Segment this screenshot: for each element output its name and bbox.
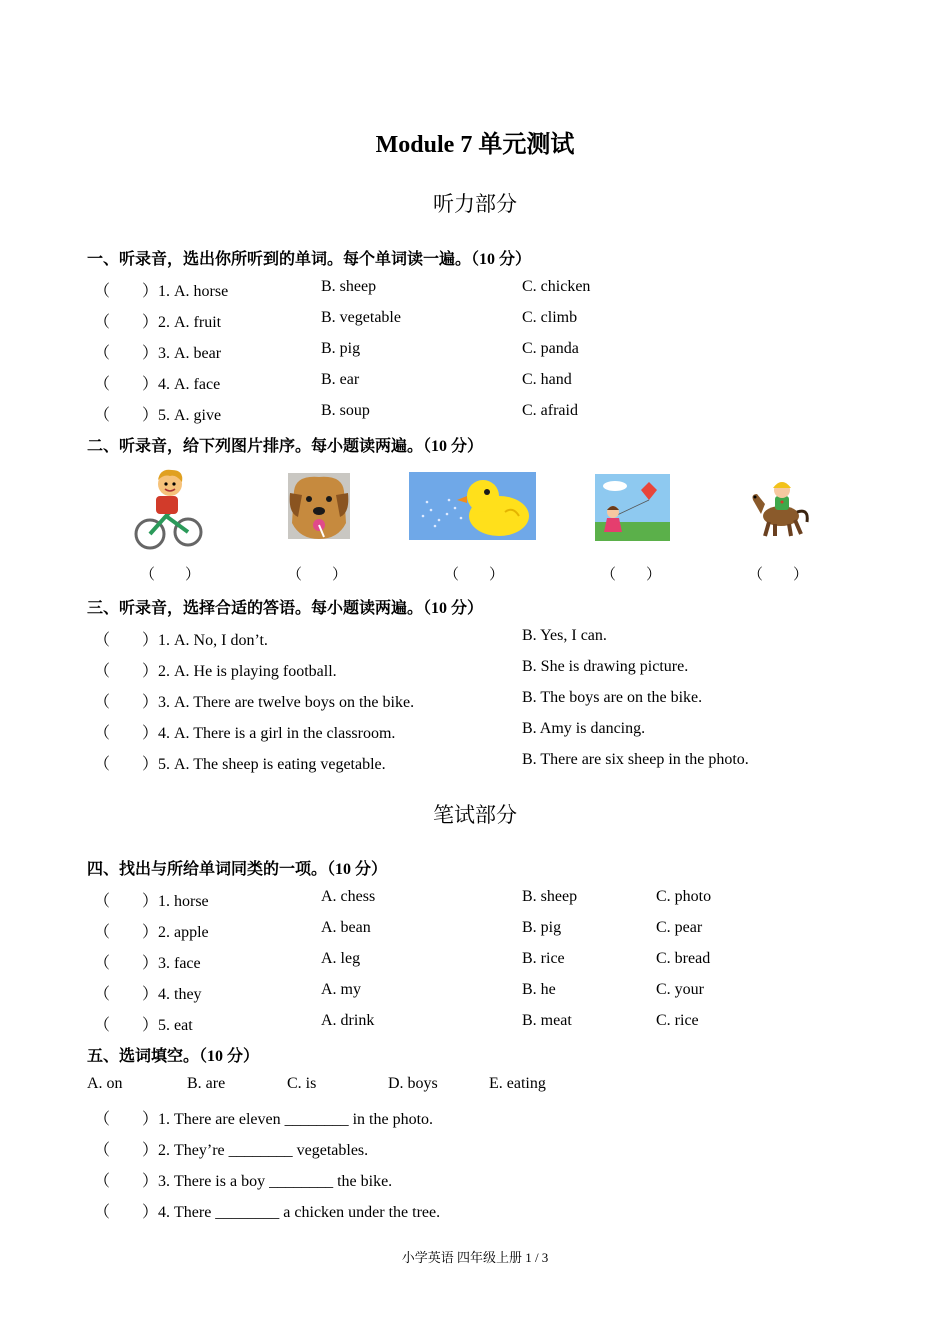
s3-q1-b: B. Yes, I can.	[522, 627, 607, 644]
page-title: Module 7 单元测试	[375, 132, 575, 158]
s4-q4-c: C. your	[656, 981, 704, 998]
s3-q3-b: B. The boys are on the bike.	[522, 689, 703, 706]
s4-q2-b: B. pig	[522, 919, 562, 936]
section-3-heading: 三、听录音，选择合适的答语。每小题读两遍。（10 分）	[87, 600, 484, 617]
s4-q3-b: B. rice	[522, 950, 565, 967]
s5-q2: （ ）2. They’re ________ vegetables.	[94, 1142, 369, 1159]
section-4-heading: 四、找出与所给单词同类的一项。（10 分）	[87, 861, 388, 878]
s5-q4: （ ）4. There ________ a chicken under the tree.	[94, 1204, 441, 1221]
s1-q5-c: C. afraid	[522, 402, 578, 419]
s1-q2-b: B. vegetable	[321, 309, 401, 326]
s4-q5-c: C. rice	[656, 1012, 699, 1029]
dog-with-lollipop-picture	[288, 473, 350, 539]
s3-q5-b: B. There are six sheep in the photo.	[522, 751, 749, 768]
s4-q4-a: A. my	[321, 981, 361, 998]
s1-q3-b: B. pig	[321, 340, 361, 357]
s1-q4-b: B. ear	[321, 371, 360, 388]
s4-q5-a: A. drink	[321, 1012, 375, 1029]
word-option-c: C. is	[287, 1075, 317, 1092]
s4-q3-a: A. leg	[321, 950, 361, 967]
word-option-e: E. eating	[489, 1075, 546, 1092]
s1-q1-c: C. chicken	[522, 278, 591, 295]
s4-q3-c: C. bread	[656, 950, 711, 967]
s1-q4-c: C. hand	[522, 371, 572, 388]
s3-q2-b: B. She is drawing picture.	[522, 658, 689, 675]
s1-q5-b: B. soup	[321, 402, 370, 419]
listening-heading: 听力部分	[433, 192, 517, 216]
picture-5-bracket: （ ）	[748, 567, 809, 583]
picture-1-bracket: （ ）	[140, 567, 201, 583]
section-2-heading: 二、听录音，给下列图片排序。每小题读两遍。（10 分）	[87, 438, 484, 455]
s4-q4-b: B. he	[522, 981, 556, 998]
s4-q5: （ ）5. eat	[94, 1017, 193, 1034]
picture-2-bracket: （ ）	[287, 567, 348, 583]
s4-q5-b: B. meat	[522, 1012, 572, 1029]
page-footer: 小学英语 四年级上册 1 / 3	[401, 1250, 549, 1265]
s3-q5: （ ）5. A. The sheep is eating vegetable.	[94, 756, 386, 773]
word-option-d: D. boys	[388, 1075, 438, 1092]
s5-q1: （ ）1. There are eleven ________ in the photo.	[94, 1111, 434, 1128]
s1-q2-c: C. climb	[522, 309, 578, 326]
boy-on-bicycle-picture	[130, 466, 206, 552]
s3-q2: （ ）2. A. He is playing football.	[94, 663, 337, 680]
s4-q2-a: A. bean	[321, 919, 371, 936]
s1-q5: （ ）5. A. give	[94, 407, 222, 424]
s1-q2: （ ）2. A. fruit	[94, 314, 222, 331]
girl-flying-kite-picture	[595, 474, 670, 541]
section-5-heading: 五、选词填空。（10 分）	[87, 1048, 260, 1065]
s5-q3: （ ）3. There is a boy ________ the bike.	[94, 1173, 393, 1190]
s3-q4-b: B. Amy is dancing.	[522, 720, 646, 737]
s1-q3-c: C. panda	[522, 340, 579, 357]
s3-q1: （ ）1. A. No, I don’t.	[94, 632, 268, 649]
s4-q1-a: A. chess	[321, 888, 376, 905]
s4-q4: （ ）4. they	[94, 986, 202, 1003]
s1-q1-b: B. sheep	[321, 278, 377, 295]
writing-heading: 笔试部分	[433, 803, 517, 827]
s3-q3: （ ）3. A. There are twelve boys on the bike.	[94, 694, 415, 711]
s1-q4: （ ）4. A. face	[94, 376, 221, 393]
s4-q1: （ ）1. horse	[94, 893, 209, 910]
s1-q1: （ ）1. A. horse	[94, 283, 229, 300]
s4-q2-c: C. pear	[656, 919, 703, 936]
word-option-b: B. are	[187, 1075, 226, 1092]
word-option-a: A. on	[87, 1075, 123, 1092]
picture-4-bracket: （ ）	[601, 567, 662, 583]
boy-riding-horse-picture	[747, 474, 815, 539]
s3-q4: （ ）4. A. There is a girl in the classroom.	[94, 725, 396, 742]
s4-q3: （ ）3. face	[94, 955, 201, 972]
s4-q1-c: C. photo	[656, 888, 712, 905]
s4-q1-b: B. sheep	[522, 888, 578, 905]
picture-3-bracket: （ ）	[444, 567, 505, 583]
s1-q3: （ ）3. A. bear	[94, 345, 222, 362]
yellow-chick-picture	[409, 472, 536, 540]
section-1-heading: 一、听录音，选出你所听到的单词。每个单词读一遍。（10 分）	[87, 251, 532, 268]
s4-q2: （ ）2. apple	[94, 924, 209, 941]
